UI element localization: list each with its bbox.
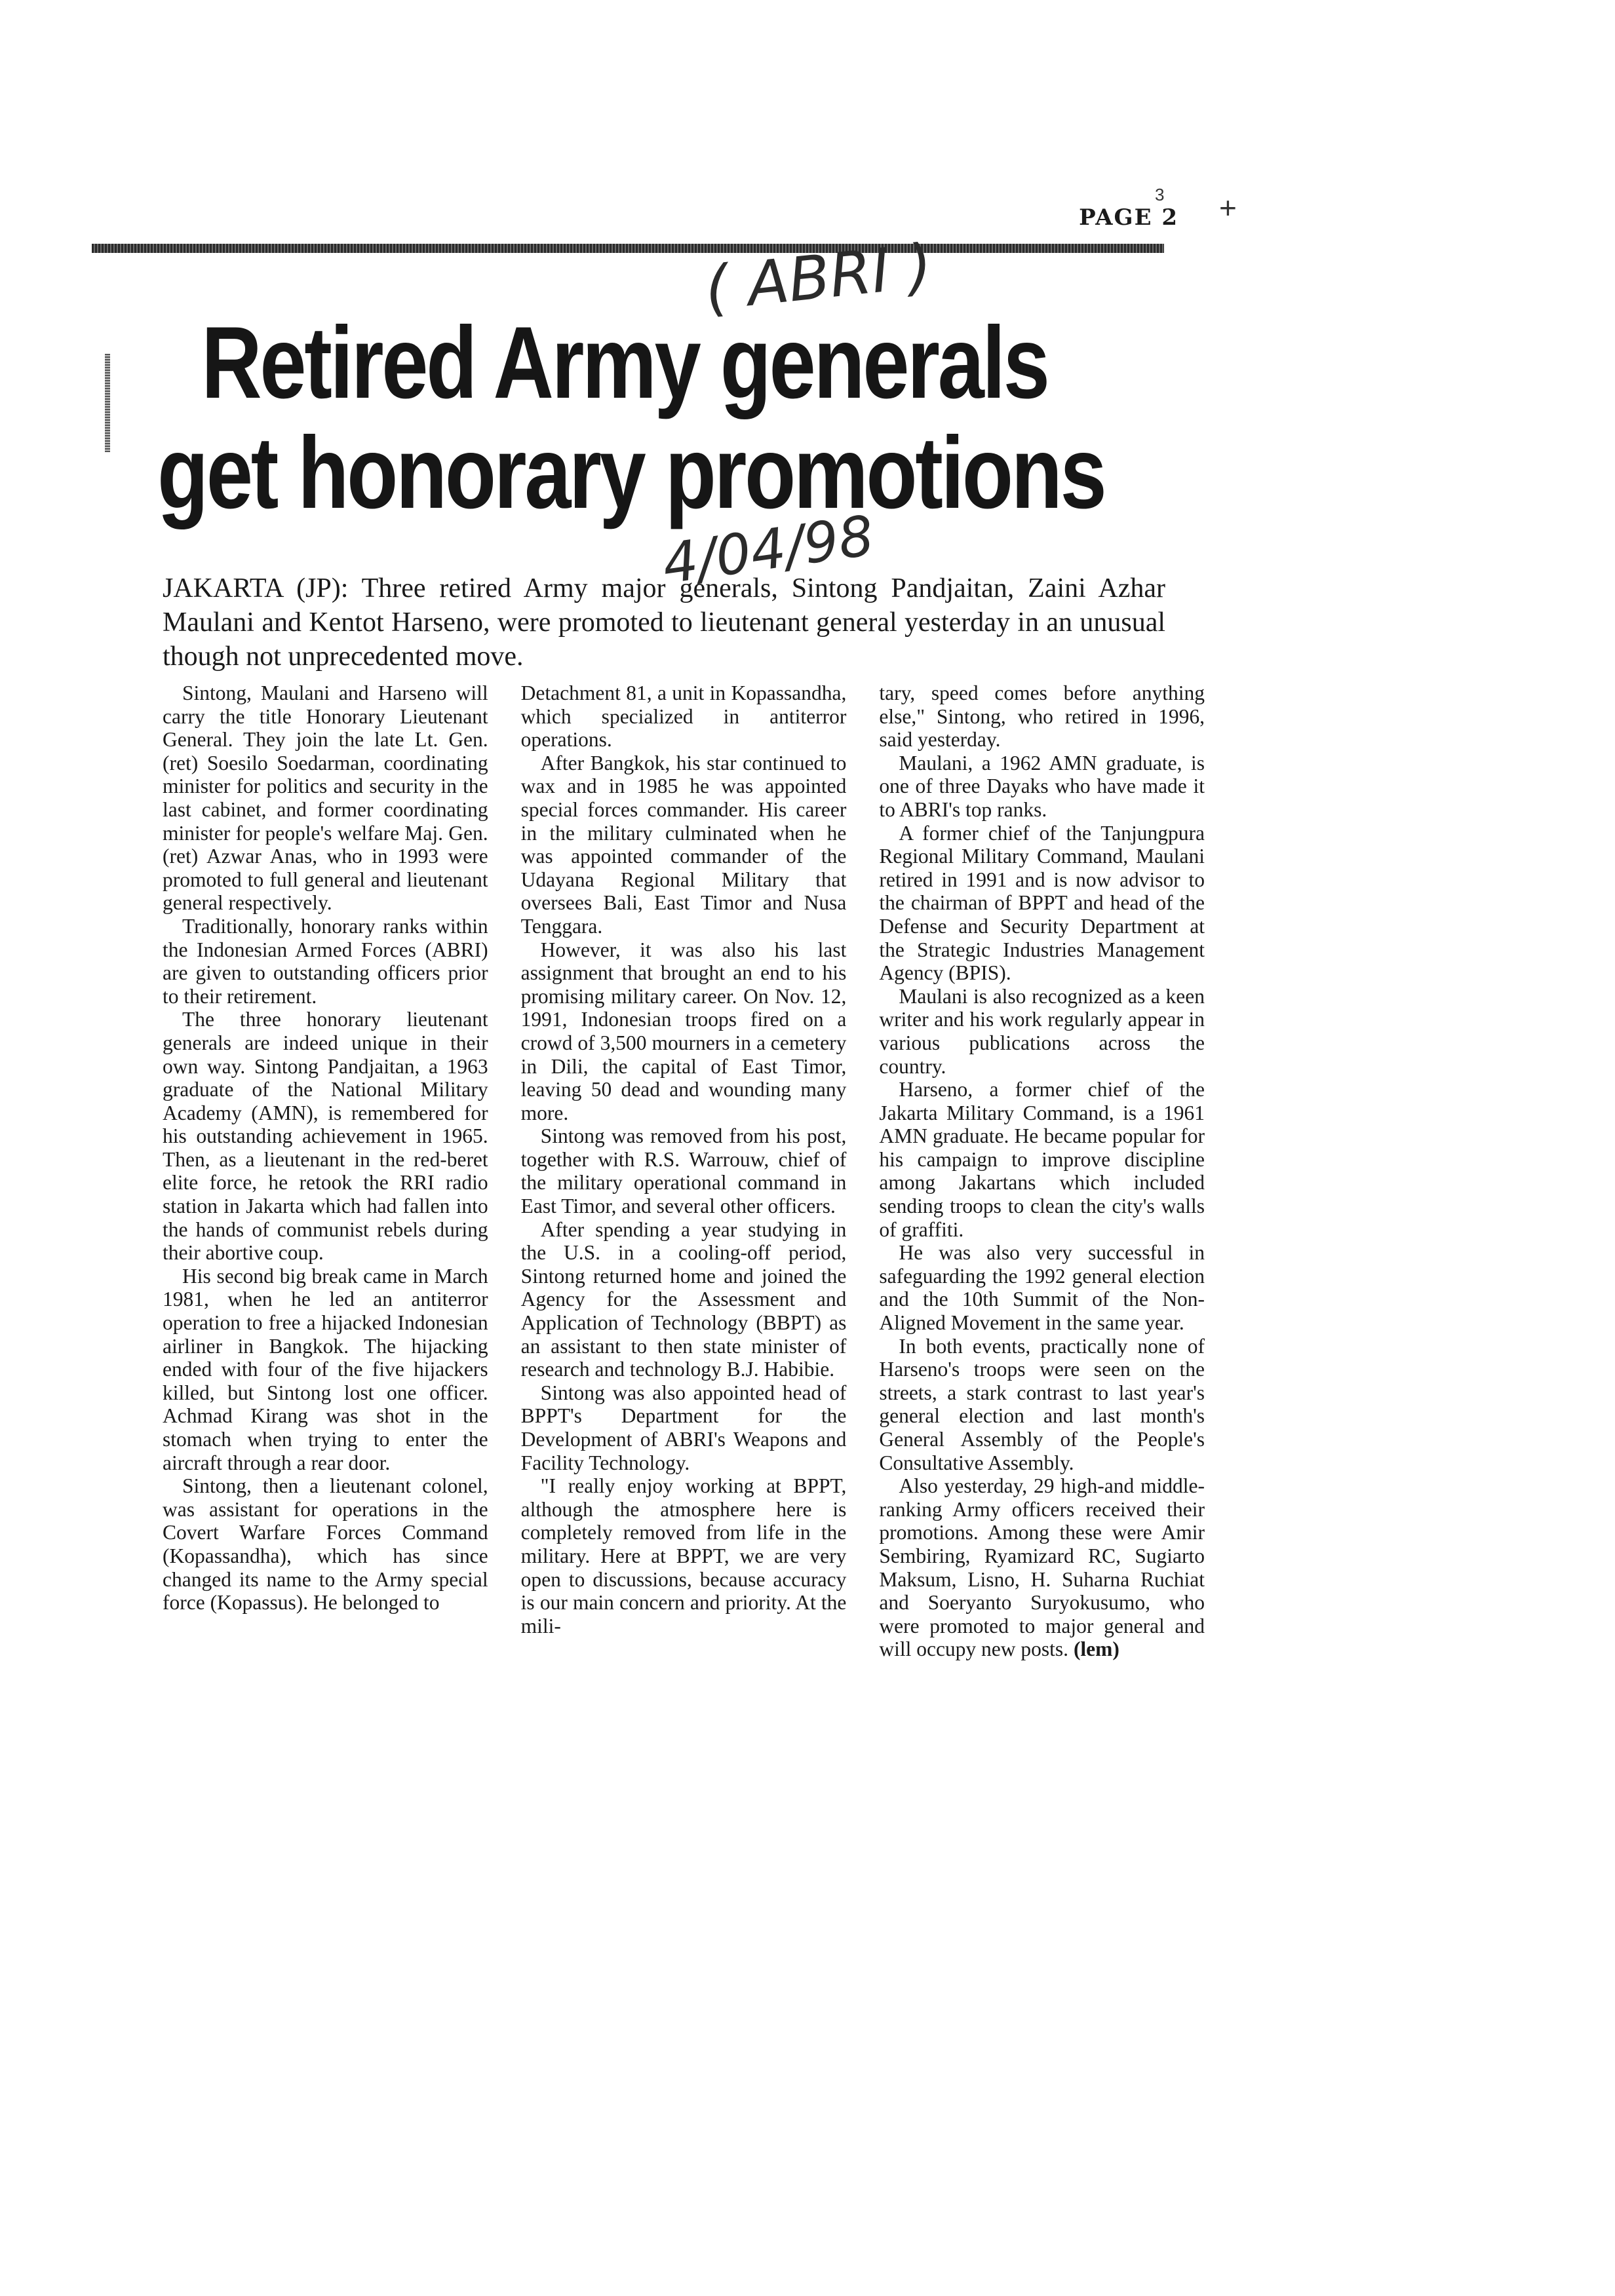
paragraph: Sintong was also appointed head of BPPT's Department for the Development of ABRI's Weapons and Facility Technology. [520, 1381, 847, 1474]
paragraph: The three honorary lieutenant generals are indeed unique in their own way. Sintong Pandjaitan, a 1963 graduate of the National Military Academy (AMN), is remembered for his outstanding achievement in 1965. Then, as a lieutenant in the red-beret elite force, he retook the RRI radio station in Jakarta which had fallen into the hands of communist rebels during their abortive coup. [163, 1008, 488, 1265]
paragraph: After spending a year studying in the U.S. in a cooling-off period, Sintong returned home and joined the Agency for the Assessment and Application of Technology (BBPT) as an assistant to then state minister of research and technology B.J. Habibie. [520, 1217, 847, 1381]
column-3 [879, 681, 1205, 1789]
paragraph: Harseno, a former chief of the Jakarta Military Command, is a 1961 AMN graduate. He became popular for his campaign to improve discipline among Jakartans which included sending troops to clean the city's walls of graffiti. [879, 1078, 1205, 1241]
small-page-mark: 3 [1155, 185, 1165, 204]
column-2 [521, 681, 847, 1789]
paragraph: Traditionally, honorary ranks within the Indonesian Armed Forces (ABRI) are given to outstanding officers prior to their retirement. [163, 914, 488, 1008]
paragraph: He was also very successful in safeguarding the 1992 general election and the 10th Summit of the Non-Aligned Movement in the same year. [879, 1241, 1205, 1335]
paragraph: Sintong, Maulani and Harseno will carry the title Honorary Lieutenant General. They join the late Lt. Gen. (ret) Soesilo Soedarman, coordinating minister for politics and security in the last cabinet, and former coordinating minister for people's welfare Maj. Gen. (ret) Azwar Anas, who in 1993 were promoted to full general and lieutenant general respectively. [163, 681, 488, 915]
paragraph: After Bangkok, his star continued to wax and in 1985 he was appointed special forces commander. His career in the military culminated when he was appointed commander of the Udayana Regional Military that oversees Bali, East Timor and Nusa Tenggara. [520, 751, 847, 938]
header-rule [92, 244, 1164, 253]
paragraph: "I really enjoy working at BPPT, although the atmosphere here is completely removed from life in the military. Here at BPPT, we are very open to discussions, because accuracy is our main concern and priority. At the mili- [520, 1474, 847, 1637]
page-label: PAGE 2 [1079, 204, 1178, 231]
column-1 [163, 681, 488, 1789]
paragraph: Sintong was removed from his post, together with R.S. Warrouw, chief of the military operational command in East Timor, and several other officers. [520, 1124, 847, 1218]
handwritten-date: 4/04/98 [658, 503, 878, 597]
margin-scan-mark [105, 354, 110, 452]
paragraph: His second big break came in March 1981, when he led an antiterror operation to free a hijacked Indonesian airliner in Bangkok. The hijacking ended with four of the five hijackers killed, but Sintong lost one officer. Achmad Kirang was shot in the stomach when trying to enter the aircraft through a rear door. [163, 1264, 488, 1474]
paragraph: Maulani, a 1962 AMN graduate, is one of three Dayaks who have made it to ABRI's top ranks. [879, 751, 1205, 821]
handwritten-note: ( ABRI ) [701, 231, 936, 324]
paragraph: In both events, practically none of Harseno's troops were seen on the streets, a stark contrast to last year's general election and last month's General Assembly of the People's Consultative Assembly. [879, 1334, 1205, 1474]
headline [157, 306, 1105, 530]
headline-line-2: get honorary promotions [157, 416, 1105, 530]
headline-line-1: Retired Army generals [201, 306, 1048, 420]
paragraph-text: Also yesterday, 29 high-and middle-ranking Army officers received their promotions. Among these were Amir Sembiring, Ryamizard RC, Sugiarto Maksum, Lisno, H. Suharna Ruchiat and Soeryanto Suryokusumo, who were promoted to major general and will occupy new posts. [879, 1474, 1205, 1661]
paragraph: However, it was also his last assignment that brought an end to his promising military career. On Nov. 12, 1991, Indonesian troops fired on a crowd of 3,500 mourners in a cemetery in Dili, the capital of East Timor, leaving 50 dead and wounding many more. [520, 938, 847, 1124]
paragraph: Maulani is also recognized as a keen writer and his work regularly appear in various publications across the country. [879, 984, 1205, 1078]
paragraph-final [879, 1474, 1205, 1661]
corner-mark: + [1219, 191, 1237, 225]
article-body [163, 681, 1205, 1789]
byline-signature: (lem) [1073, 1637, 1119, 1661]
paragraph-continued: Detachment 81, a unit in Kopassandha, which specialized in antiterror operations. [520, 681, 847, 752]
paragraph: A former chief of the Tanjungpura Regional Military Command, Maulani retired in 1991 and is now advisor to the chairman of BPPT and head of the Defense and Security Department at the Strategic Industries Management Agency (BPIS). [879, 821, 1205, 985]
paragraph-continued: tary, speed comes before anything else," Sintong, who retired in 1996, said yesterday. [879, 681, 1205, 752]
paragraph: Sintong, then a lieutenant colonel, was assistant for operations in the Covert Warfare Forces Command (Kopassandha), which has since changed its name to the Army special force (Kopassus). He belonged to [163, 1474, 488, 1615]
lead-paragraph: JAKARTA (JP): Three retired Army major generals, Sintong Pandjaitan, Zaini Azhar Maulani and Kentot Harseno, were promoted to lieutenant general yesterday in an unusual though not unprecedented move. [163, 573, 1165, 672]
